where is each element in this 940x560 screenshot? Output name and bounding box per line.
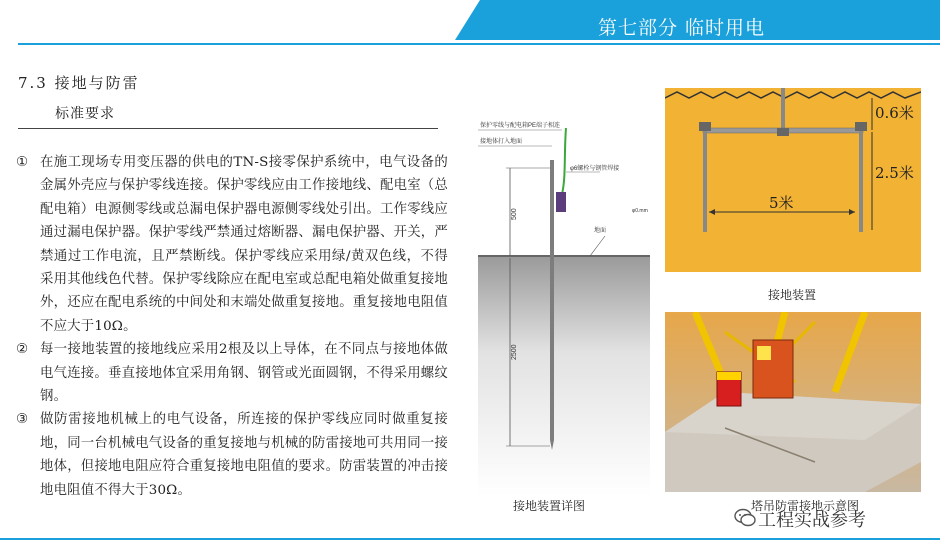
grounding-detail-figure: [470, 108, 650, 496]
section-subheading: 标准要求: [55, 106, 115, 122]
ground-label: 地面: [594, 228, 607, 234]
left-electrode: [703, 124, 707, 232]
side-note-label: φ0.mm: [632, 208, 648, 214]
dim-lower-label: 2500: [511, 344, 518, 360]
dim-upper-label: 500: [511, 208, 518, 220]
grounding-device-figure: [665, 88, 921, 272]
rule-text: 每一接地装置的接地线应采用2根及以上导体，在不同点与接地体做电气连接。垂直接地体宜采用角钢、钢管或光面圆钢，不得采用螺纹钢。: [40, 342, 448, 405]
wechat-icon: [734, 508, 756, 528]
crane-figure-caption: 塔吊防雷接地示意图: [751, 499, 860, 513]
rule-item: [16, 408, 448, 502]
rule-number: ③: [16, 412, 29, 428]
soil-cross-section: [478, 256, 650, 496]
clamp-bolt: [556, 192, 566, 212]
pe-wire: [562, 128, 566, 194]
depth-main-label: 2.5米: [875, 164, 914, 182]
rule-text: 做防雷接地机械上的电气设备，所连接的保护零线应同时做重复接地，同一台机械电气设备的重复接地与机械的防雷接地可共用同一接地体，但接地电阻应符合重复接地电阻值的要求。防雷装置的冲击接地电阻值不得大于30Ω。: [40, 412, 448, 498]
rules-list: [16, 151, 448, 502]
right-electrode: [859, 124, 863, 232]
ground-rod: [550, 160, 554, 440]
rule-item: [16, 338, 448, 408]
detail-figure-caption: 接地装置详图: [513, 499, 586, 513]
rule-item: [16, 151, 448, 338]
heading-divider: [18, 128, 438, 129]
width-label: 5米: [769, 194, 794, 212]
header-banner: [0, 0, 940, 60]
rule-number: ①: [16, 155, 29, 170]
bolt-label: φ6螺栓与钢管焊接: [570, 166, 620, 172]
rule-text: 在施工现场专用变压器的供电的TN-S接零保护系统中，电气设备的金属外壳应与保护零线连接。保护零线应由工作接地线、配电室（总配电箱）电源侧零线或总漏电保护器电源侧零线处引出。工作零线应通过漏电保护器。保护零线严禁通过熔断器、漏电保护器、开关，严禁通过工作电流，且严禁断线。保护零线应采用绿/黄双色线，不得采用其他线色代替。保护零线除应在配电室或总配电箱处做重复接地外，还应在配电系统的中间处和末端处做重复接地。重复接地电阻值不应大于10Ω。: [40, 155, 448, 334]
page-title: 第七部分 临时用电: [598, 17, 766, 39]
rule-number: ②: [16, 342, 29, 358]
crane-grounding-figure: [665, 312, 921, 492]
section-heading: 7.3 接地与防雷: [18, 74, 140, 92]
upright-pipe: [781, 88, 785, 132]
footer-divider: [0, 538, 940, 540]
brand-watermark: 工程实战参考: [758, 510, 866, 530]
driven-label: 接地体打入地面: [480, 139, 523, 145]
device-figure-caption: 接地装置: [768, 288, 817, 302]
pe-wire-label: 保护零线与配电箱PE端子相连: [480, 123, 561, 129]
depth-top-label: 0.6米: [875, 104, 914, 122]
